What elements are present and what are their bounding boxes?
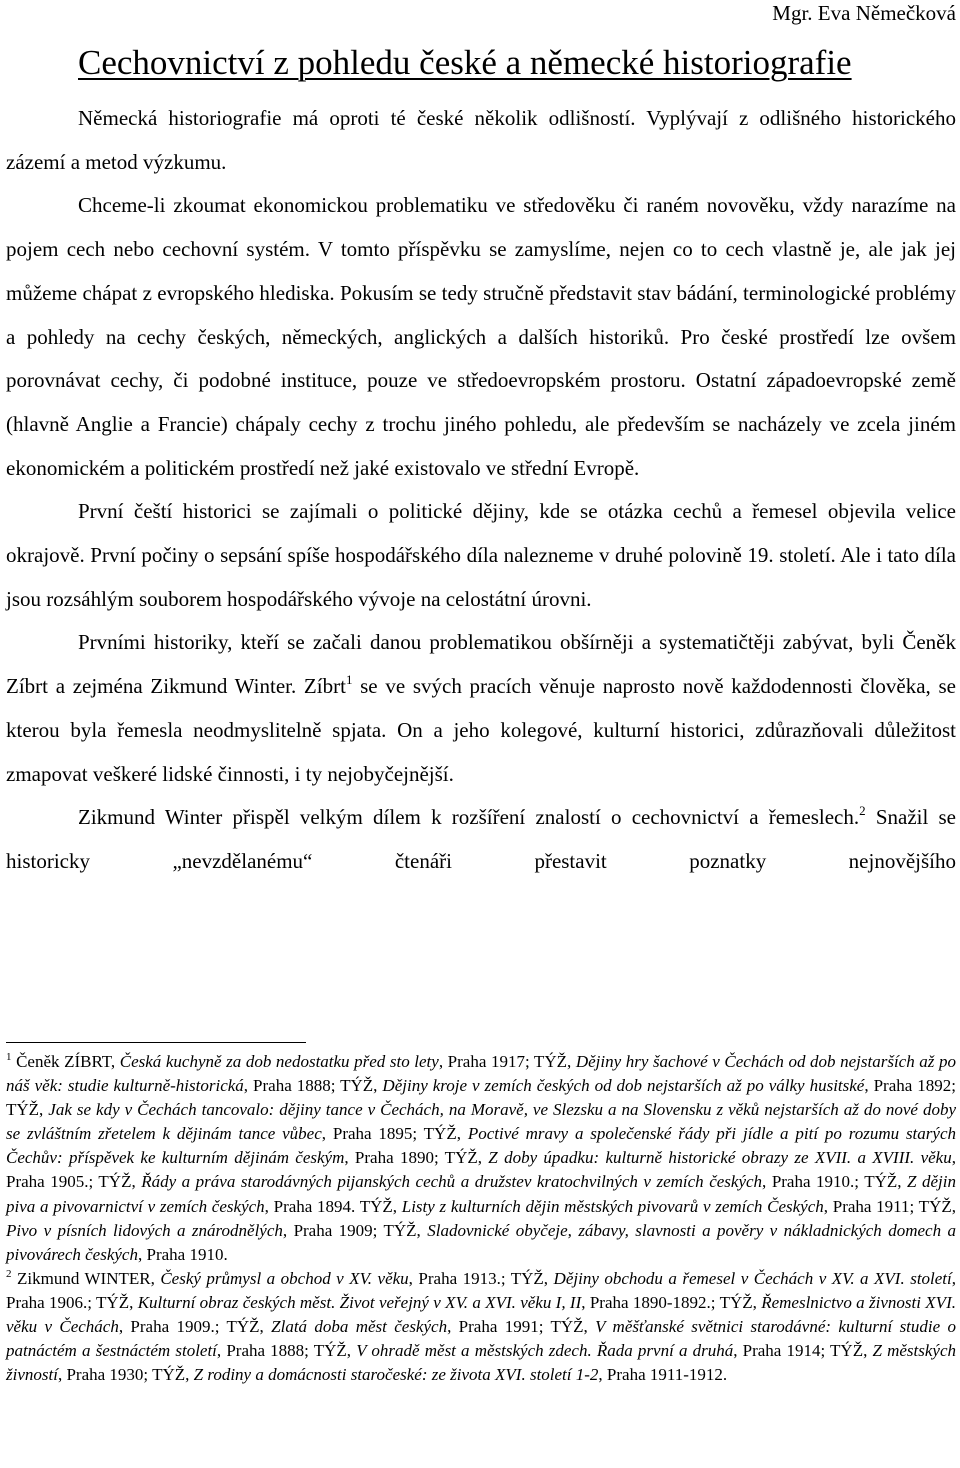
footnote-title: Pivo v písních lidových a znárodnělých [6,1220,283,1240]
footnote-text: , Praha 1910.; TÝŽ, [762,1172,908,1192]
footnote-text: , Praha 1909; TÝŽ, [282,1220,428,1240]
footnote-title: Z dějin piva a pivovarnictví v zemích českých [6,1172,956,1216]
footnote-text: , Praha 1930; TÝŽ, [57,1365,194,1385]
footnote-title: Z rodiny a domácnosti staročeské: ze života XVI. století 1-2 [193,1365,599,1385]
footnote-title: Řemeslnictvo a živnosti XVI. věku v Čechách [6,1292,956,1337]
footnote-number: 1 [6,1051,12,1063]
footnote-text: , Praha 1909.; TÝŽ, [118,1317,272,1337]
footnote-number: 2 [6,1267,12,1280]
footnote-text: , Praha 1895; TÝŽ, [321,1124,468,1144]
footnote-text: , Praha 1905.; TÝŽ, [6,1148,956,1192]
footnote-title: Z městských živností [6,1341,957,1385]
footnote-ref-1[interactable]: 1 [345,672,353,688]
footnote-separator [6,1042,306,1043]
footnote-text: , Praha 1894. TÝŽ, [264,1196,402,1216]
body-text [6,97,956,884]
footnote-title: V měšťanské světnici starodávné: kulturní studie o patnáctém a šestnáctém století [6,1317,957,1361]
footnote-title: Sladovnické obyčeje, zábavy, slavnosti a pověry v nákladnických domech a pivovárech českých [6,1220,956,1264]
footnote-text: Zikmund WINTER, [11,1268,161,1288]
paragraph-2: Chceme-li zkoumat ekonomickou problematiku ve středověku či raném novověku, vždy narazíme na pojem cech nebo cechovní systém. V tomto příspěvku se zamyslíme, nejen co to cech vlastně je, ale jak jej můžeme chápat z evropského hlediska. Pokusím se tedy stručně představit stav bádání, terminologické problémy a pohledy na cechy českých, německých, anglických a dalších historiků. Pro české prostředí lze ovšem porovnávat cechy, či podobné instituce, pouze ve středoevropském prostoru. Ostatní západoevropské země (hlavně Anglie a Francie) chápaly cechy z trochu jiného pohledu, ale především se nacházely ve zcela jiném ekonomickém a politickém prostředí než jaké existovalo ve střední Evropě. [6,193,956,480]
footnote-text: , Praha 1910. [137,1244,228,1264]
footnote-text: , Praha 1911; TÝŽ, [823,1196,956,1216]
paragraph-1: Německá historiografie má oproti té české několik odlišností. Vyplývají z odlišného historického zázemí a metod výzkumu. [6,106,956,174]
footnote-title: Zlatá doba měst českých [271,1317,448,1337]
footnotes [6,1050,956,1387]
paragraph-4 [6,621,956,796]
paragraph-5-text-b: Snažil se historicky „nevzdělanému“ čtenáři přestavit poznatky nejnovějšího [6,805,957,873]
footnote-text: , Praha 1890; TÝŽ, [344,1148,489,1168]
footnote-title: Řády a práva starodávných pijanských cechů a družstev kratochvilných v zemích českých [141,1172,763,1192]
footnote-text: , Praha 1892; TÝŽ, [6,1076,956,1120]
author-name: Mgr. Eva Němečková [772,1,956,25]
footnote-title: Dějiny obchodu a řemesel v Čechách v XV. a XVI. století [553,1268,952,1288]
footnote-title: V ohradě měst a městských zdech. Řada první a druhá [356,1341,734,1361]
footnote-text: , Praha 1914; TÝŽ, [733,1341,873,1361]
footnote-ref-2[interactable]: 2 [859,803,866,819]
footnote-title: Český průmysl a obchod v XV. věku [160,1268,409,1288]
footnote-title: Kulturní obraz českých měst. Život veřejný v XV. a XVI. věku I, II [137,1292,582,1312]
footnote-title: Poctivé mravy a společenské řády při jídle a pití po rozumu starých Čechův: příspěvek ke kulturním dějinám českým [6,1124,956,1168]
footnote-title: Česká kuchyně za dob nedostatku před sto lety [119,1052,439,1071]
paragraph-4-text-a: Prvními historiky, kteří se začali danou problematikou obšírněji a systematičtěji zabývat, byli Čeněk Zíbrt a zejména Zikmund Winter. Zíbrt [6,630,956,699]
paragraph-3: První čeští historici se zajímali o politické dějiny, kde se otázka cechů a řemesel objevila velice okrajově. První počiny o sepsání spíše hospodářského díla nalezneme v druhé polovině 19. století. Ale i tato díla jsou rozsáhlým souborem hospodářského vývoje na celostátní úrovni. [6,499,956,611]
footnote-text: Čeněk ZÍBRT, [11,1052,120,1071]
footnote-text: , Praha 1917; TÝŽ, [438,1052,576,1071]
document-title: Cechovnictví z pohledu české a německé historiografie [78,43,852,82]
footnote-text: , Praha 1906.; TÝŽ, [6,1268,957,1312]
footnote-2 [6,1267,956,1387]
footnote-text: , Praha 1913.; TÝŽ, [408,1268,554,1288]
footnote-text: , Praha 1888; TÝŽ, [216,1341,357,1361]
paragraph-5-text-a: Zikmund Winter přispěl velkým dílem k rozšíření znalostí o cechovnictví a řemeslech. [78,805,860,830]
footnote-title: Listy z kulturních dějin městských pivovarů v zemích Českých [401,1196,824,1216]
footnote-text: , Praha 1911-1912. [598,1365,728,1385]
paragraph-5 [6,796,956,883]
footnote-text: , Praha 1890-1892.; TÝŽ, [581,1292,762,1312]
footnote-text: , Praha 1888; TÝŽ, [243,1076,383,1096]
footnote-1 [6,1050,956,1267]
footnote-title: Dějiny hry šachové v Čechách od dob nejstarších až po náš věk: studie kulturně-historická [6,1052,956,1096]
footnote-title: Dějiny kroje v zemích českých od dob nejstarších až po války husitské [382,1076,865,1096]
footnote-text: , Praha 1991; TÝŽ, [447,1317,596,1337]
footnote-title: Z doby úpadku: kulturně historické obrazy ze XVII. a XVIII. věku [488,1148,952,1168]
paragraph-4-text-b: se ve svých pracích věnuje naprosto nově každodennosti člověka, se kterou byla řemesla neodmyslitelně spjata. On a jeho kolegové, kulturní historici, zdůrazňovali důležitost zmapovat veškeré lidské činnosti, i ty nejobyčejnější. [6,674,956,786]
footnote-title: Jak se kdy v Čechách tancovalo: dějiny tance v Čechách, na Moravě, ve Slezsku a na Slovensku z věků nejstarších až do nové doby se zvláštním zřetelem k dějinám tance vůbec [6,1100,957,1144]
